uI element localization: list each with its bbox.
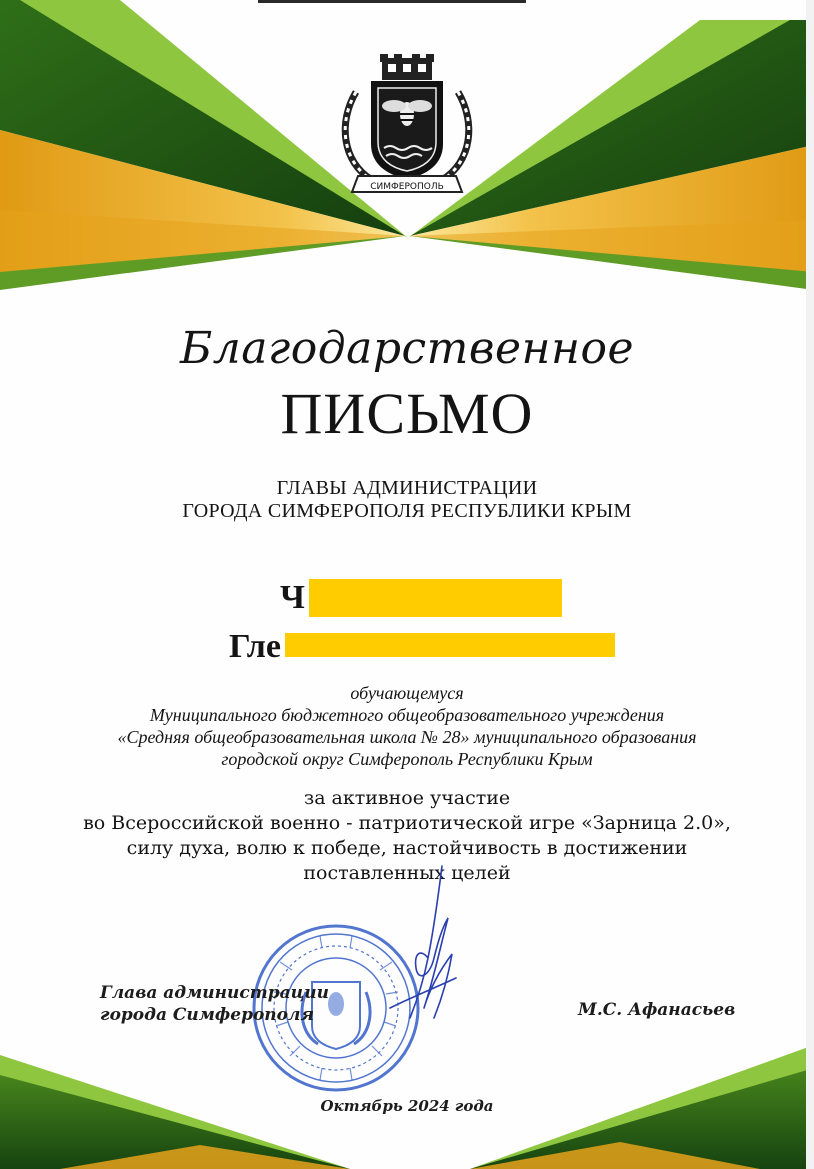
letter-title-main: ПИСЬМО xyxy=(280,381,534,446)
handwritten-signature-icon xyxy=(330,858,500,1038)
recipient-surname: Ч xyxy=(280,579,305,616)
redaction-bar-given-name xyxy=(285,633,615,657)
issuer-line-2: ГОРОДА СИМФЕРОПОЛЯ РЕСПУБЛИКИ КРЫМ xyxy=(182,500,632,522)
signatory-title-line-2: города Симферополя xyxy=(100,1005,314,1025)
reason-line-2: во Всероссийской военно - патриотической игре «Зарница 2.0», xyxy=(83,812,731,834)
letter-title-script: Благодарственное xyxy=(179,323,635,374)
recipient-description-line-1: обучающемуся xyxy=(350,683,464,703)
letter-date: Октябрь 2024 года xyxy=(320,1097,494,1115)
redaction-bar-surname xyxy=(309,579,562,617)
city-coat-of-arms-icon xyxy=(336,52,478,202)
recipient-given-name: Гле xyxy=(229,628,281,665)
reason-line-4: поставленных целей xyxy=(303,862,511,884)
signatory-title-line-1: Глава администрации xyxy=(100,983,330,1003)
reason-line-1: за активное участие xyxy=(303,787,511,809)
issuer-line-1: ГЛАВЫ АДМИНИСТРАЦИИ xyxy=(276,477,538,499)
emblem-ribbon-text: СИМФЕРОПОЛЬ xyxy=(370,182,444,192)
recipient-description-line-2: Муниципального бюджетного общеобразовательного учреждения xyxy=(149,705,665,725)
signatory-name: М.С. Афанасьев xyxy=(578,1000,736,1020)
reason-line-3: силу духа, волю к победе, настойчивость в достижении xyxy=(126,837,688,859)
recipient-description-line-4: городской округ Симферополь Республики Крым xyxy=(221,749,593,769)
recipient-description-line-3: «Средняя общеобразовательная школа № 28» муниципального образования xyxy=(117,727,697,747)
